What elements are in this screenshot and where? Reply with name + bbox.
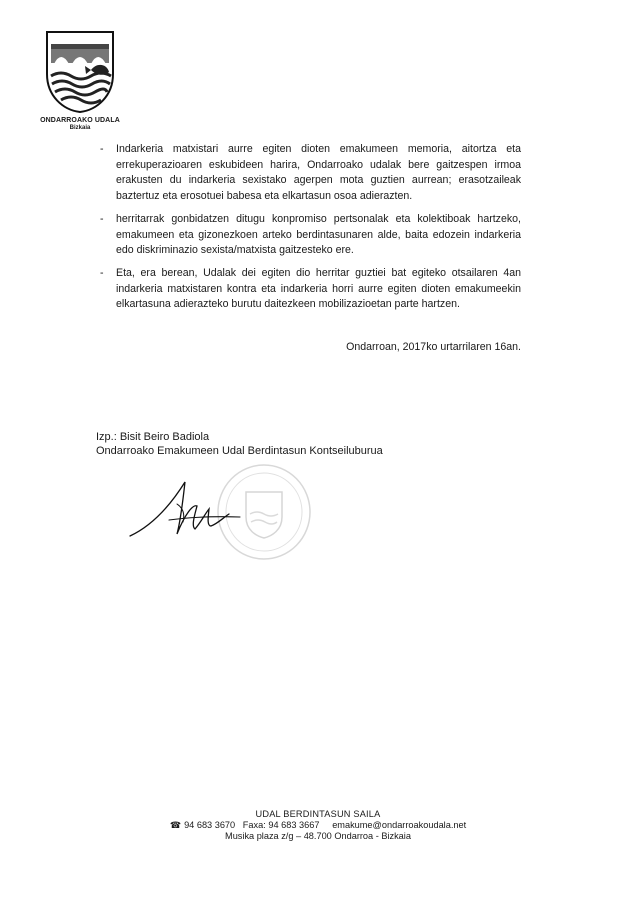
footer-department: UDAL BERDINTASUN SAILA <box>255 809 381 819</box>
bullet-dash: - <box>100 267 104 279</box>
signatory-role: Ondarroako Emakumeen Udal Berdintasun Kontseiluburua <box>96 445 383 457</box>
paragraph-text: Indarkeria matxistari aurre egiten dioten emakumeen memoria, aitortza eta errekuperazioaren eskubideen harira, Ondarroako udalak bere gaitzespen irmoa erakusten du indarkeria sexistako agerpen mota guztien aurrean; erasotzaileak baztertuz eta erosotuei babesa eta elkartasun osoa adierazten. <box>116 143 521 202</box>
footer-address: Musika plaza z/g – 48.700 Ondarroa - Bizkaia <box>225 831 411 841</box>
logo-subtitle: Bizkaia <box>69 125 91 131</box>
paragraph-text: herritarrak gonbidatzen ditugu konpromiso pertsonalak eta kolektiboak hartzeko, emakumeen eta gizonezkoen arteko berdintasunaren alde, baita edozein indarkeria edo diskriminazio sexista/matxista gaitzesteko ere. <box>116 213 521 256</box>
footer-contact-text: 94 683 3670 Faxa: 94 683 3667 emakume@ondarroakoudala.net <box>184 820 467 830</box>
logo-title: ONDARROAKO UDALA <box>40 117 120 124</box>
paragraph-2 <box>100 212 521 259</box>
phone-icon: ☎ <box>169 820 182 830</box>
paragraph-text: Eta, era berean, Udalak dei egiten dio herritar guztiei bat egiteko otsailaren 4an indarkeria matxistaren kontra eta indarkeria horri aurre egiten dioten emakumeekin elkartasuna adierazteko burutu daitezkeen mobilizazioetan parte hartzen. <box>116 267 521 310</box>
bullet-dash: - <box>100 143 104 155</box>
date-line: Ondarroan, 2017ko urtarrilaren 16an. <box>346 341 521 353</box>
bullet-dash: - <box>100 213 104 225</box>
paragraph-1 <box>100 142 521 204</box>
signatory-name: Izp.: Bisit Beiro Badiola <box>96 431 210 443</box>
paragraph-3 <box>100 266 521 313</box>
coat-of-arms-logo <box>45 30 115 114</box>
handwritten-signature <box>125 474 245 544</box>
